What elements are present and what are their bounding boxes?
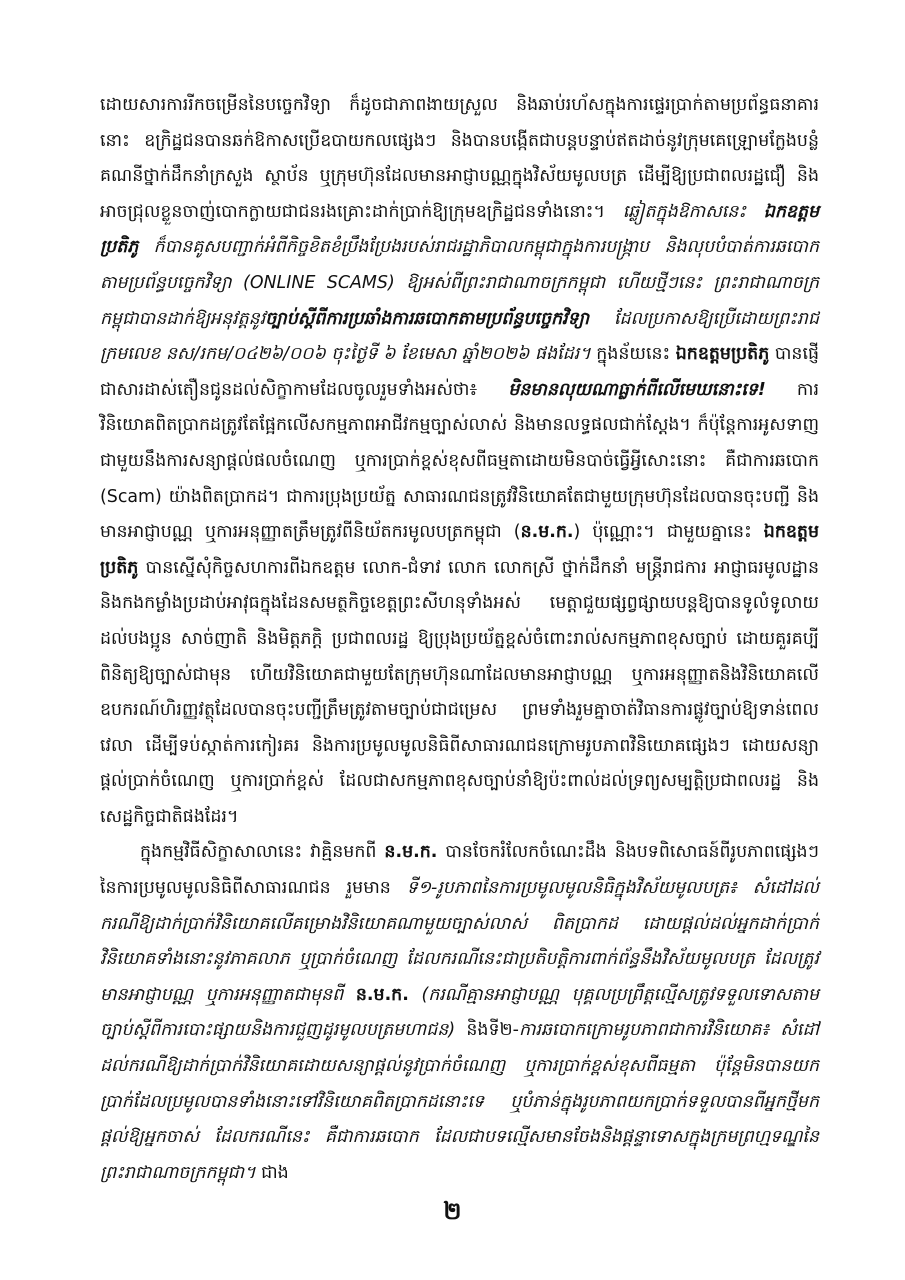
fundraising-type-1-italic: ទី១-រូបភាពនៃការប្រមូលមូលនិធិក្នុងវិស័យមូលបត្រ៖ សំដៅដល់ករណីឱ្យដាក់ប្រាក់វិនិយោគលើគម្រោងវិនិយោគណាមួយច្បាស់លាស់ ពិតប្រាកដ ដោយផ្ដល់ដល់អ្នកដាក់ប្រាក់វិនិយោគទាំងនោះនូវភាគលាភ ឬប្រាក់ចំណេញ ដែលករណីនេះជាប្រតិបត្តិការពាក់ព័ន្ធនឹងវិស័យមូលបត្រ ដែលត្រូវមានអាជ្ញាបណ្ណ ឬការអនុញ្ញាតជាមុនពី: [100, 878, 820, 1005]
text-segment: ដោយសារការរីកចម្រើននៃបច្ចេកវិទ្យា ក៏ដូចជាភាពងាយស្រួល និងឆាប់រហ័សក្នុងការផ្ទេរប្រាក់តាមប្រព័ន្ធធនាគារនោះ ឧក្រិដ្ឋជនបានឆក់ឱកាសប្រើឧបាយកលផ្សេងៗ និងបានបង្កើតជាបន្តបន្ទាប់ឥតដាច់នូវក្រុមគេឡ្រោមក្លែងបន្លំគណនីថ្នាក់ដឹកនាំក្រសួង ស្ថាប័ន ឬក្រុមហ៊ុនដែលមានអាជ្ញាបណ្ណក្នុងវិស័យមូលបត្រ ដើម្បីឱ្យប្រជាពលរដ្ឋជឿ និងអាចជ្រុលខ្លួនចាញ់បោកក្លាយជាជនរងគ្រោះដាក់ប្រាក់ឱ្យក្រុមឧក្រិដ្ឋជនទាំងនោះ។: [100, 95, 819, 222]
fundraising-type-1-italic: (ករណីគ្មានអាជ្ញាបណ្ណ បុគ្គលប្រព្រឹត្តល្មើសត្រូវទទួលទោសតាមច្បាប់ស្ដីពីការបោះផ្សាយនិងការជួញដូរមូលបត្រមហាជន): [100, 984, 819, 1041]
law-title-emphasis: ច្បាប់ស្ដីពីការប្រឆាំងការឆបោកតាមប្រព័ន្ធបច្ចេកវិទ្យា: [265, 308, 590, 329]
text-segment: ក្នុងន័យនេះ: [596, 344, 676, 365]
regulator-abbrev: ន.ម.ក.: [355, 984, 409, 1005]
delegate-title-bold: ឯកឧត្ដមប្រតិភូ: [675, 344, 770, 365]
text-segment-italic: ឆ្លៀតក្នុងឱកាសនេះ: [622, 201, 764, 222]
text-segment: ក្នុងកម្មវិធីសិក្ខាសាលានេះ វាគ្មិនមកពី: [140, 842, 385, 863]
text-segment: និងទី២-: [455, 1020, 519, 1041]
text-segment-italic: ក៏បានគូសបញ្ជាក់អំពីកិច្ចខិតខំប្រឹងប្រែងរបស់រាជរដ្ឋាភិបាលកម្ពុជាក្នុងការបង្ក្រាប និងលុបបំបាត់ការឆបោកតាមប្រព័ន្ធបច្ចេកវិទ្យា (ONLINE SCAMS) ឱ្យអស់ពីព្រះរាជាណាចក្រកម្ពុជា ហើយថ្មីៗនេះ ព្រះរាជាណាចក្រកម្ពុជាបានដាក់ឱ្យអនុវត្តនូវ: [100, 237, 819, 329]
text-segment: ជាង: [255, 1162, 289, 1183]
text-segment: បានផ្ញើជាសារដាស់តឿនជូនដល់សិក្ខាកាមដែលចូលរួមទាំងអស់ថា៖: [100, 344, 820, 400]
text-segment: ) ប៉ុណ្ណោះ។ ជាមួយគ្នានេះ: [573, 522, 764, 543]
warning-message-emphasis: មិនមានលុយណាធ្លាក់ពីលើមេឃនោះទេ!: [508, 379, 766, 400]
page-number: ២: [443, 1197, 462, 1225]
delegate-title-bold: ឯកឧត្ដមប្រតិភូ: [100, 522, 819, 578]
body-paragraph-2: [100, 835, 819, 1191]
body-paragraph-1: [100, 88, 819, 835]
delegate-title-emphasis: ឯកឧត្ដមប្រតិភូ: [100, 201, 819, 258]
regulator-abbrev: ន.ម.ក.: [384, 842, 438, 863]
fundraising-type-2-italic: ការឆបោកក្រោមរូបភាពជាការវិនិយោគ៖ សំដៅដល់ករណីឱ្យដាក់ប្រាក់វិនិយោគដោយសន្យាផ្ដល់នូវប្រាក់ចំណេញ ឬការប្រាក់ខ្ពស់ខុសពីធម្មតា ប៉ុន្តែមិនបានយកប្រាក់ដែលប្រមូលបានទាំងនោះទៅវិនិយោគពិតប្រាកដនោះទេ ឬបំភាន់ក្នុងរូបភាពយកប្រាក់ទទួលបានពីអ្នកថ្មីមកផ្ដល់ឱ្យអ្នកចាស់ ដែលករណីនេះ គឺជាការឆបោក ដែលជាបទល្មើសមានចែងនិងផ្ដន្ទាទោសក្នុងក្រមព្រហ្មទណ្ឌនៃព្រះរាជាណាចក្រកម្ពុជា។: [100, 1020, 819, 1183]
text-segment: បានស្នើសុំកិច្ចសហការពីឯកឧត្ដម លោក-ជំទាវ លោក លោកស្រី ថ្នាក់ដឹកនាំ មន្ត្រីរាជការ អាជ្ញាធរមូលដ្ឋាន និងកងកម្លាំងប្រដាប់អាវុធក្នុងដែនសមត្ថកិច្ចខេត្តព្រះសីហនុទាំងអស់ មេត្តាជួយផ្សព្វផ្សាយបន្តឱ្យបានទូលំទូលាយដល់បងប្អូន សាច់ញាតិ និងមិត្តភក្តិ ប្រជាពលរដ្ឋ ឱ្យប្រុងប្រយ័ត្នខ្ពស់ចំពោះរាល់សកម្មភាពខុសច្បាប់ ដោយគួរគប្បីពិនិត្យឱ្យច្បាស់ជាមុន ហើយវិនិយោគជាមួយតែក្រុមហ៊ុនណាដែលមានអាជ្ញាបណ្ណ ឬការអនុញ្ញាតនិងវិនិយោគលើឧបករណ៍ហិរញ្ញវត្ថុដែលបានចុះបញ្ជីត្រឹមត្រូវតាមច្បាប់ជាជម្រេស ព្រមទាំងរួមគ្នាចាត់វិធានការផ្លូវច្បាប់ឱ្យទាន់ពេលវេលា ដើម្បីទប់ស្កាត់ការកៀរគរ និងការប្រមូលមូលនិធិពីសាធារណជនក្រោមរូបភាពវិនិយោគផ្សេងៗ ដោយសន្យាផ្ដល់ប្រាក់ចំណេញ ឬការប្រាក់ខ្ពស់ ដែលជាសកម្មភាពខុសច្បាប់នាំឱ្យប៉ះពាល់ដល់ទ្រព្យសម្បត្តិប្រជាពលរដ្ឋ និងសេដ្ឋកិច្ចជាតិផងដែរ។: [100, 557, 819, 827]
text-segment: បានចែករំលែកចំណេះដឹង និងបទពិសោធន៍ពីរូបភាពផ្សេងៗនៃការប្រមូលមូលនិធិពីសាធារណជន រួមមាន: [100, 842, 819, 899]
text-segment: ការវិនិយោគពិតប្រាកដត្រូវតែផ្អែកលើសកម្មភាពអាជីវកម្មច្បាស់លាស់ និងមានលទ្ធផលជាក់ស្ដែង។ ក៏ប៉ុន្តែការអូសទាញជាមួយនឹងការសន្យាផ្ដល់ផលចំណេញ ឬការប្រាក់ខ្ពស់ខុសពីធម្មតាដោយមិនបាច់ធ្វើអ្វីសោះនោះ គឺជាការឆបោក (Scam) យ៉ាងពិតប្រាកដ។ ជាការប្រុងប្រយ័ត្ន សាធារណជនត្រូវវិនិយោគតែជាមួយក្រុមហ៊ុនដែលបានចុះបញ្ជី និងមានអាជ្ញាបណ្ណ ឬការអនុញ្ញាតត្រឹមត្រូវពីនិយ័តករមូលបត្រកម្ពុជា (: [100, 379, 819, 543]
regulator-abbrev: ន.ម.ក.: [520, 522, 574, 543]
text-segment-italic: ដែលប្រកាសឱ្យប្រើដោយព្រះរាជក្រមលេខ នស/រកម/០៤២៦/០០៦ ចុះថ្ងៃទី ៦ ខែមេសា ឆ្នាំ២០២៦ ផងដែរ។: [100, 308, 819, 365]
